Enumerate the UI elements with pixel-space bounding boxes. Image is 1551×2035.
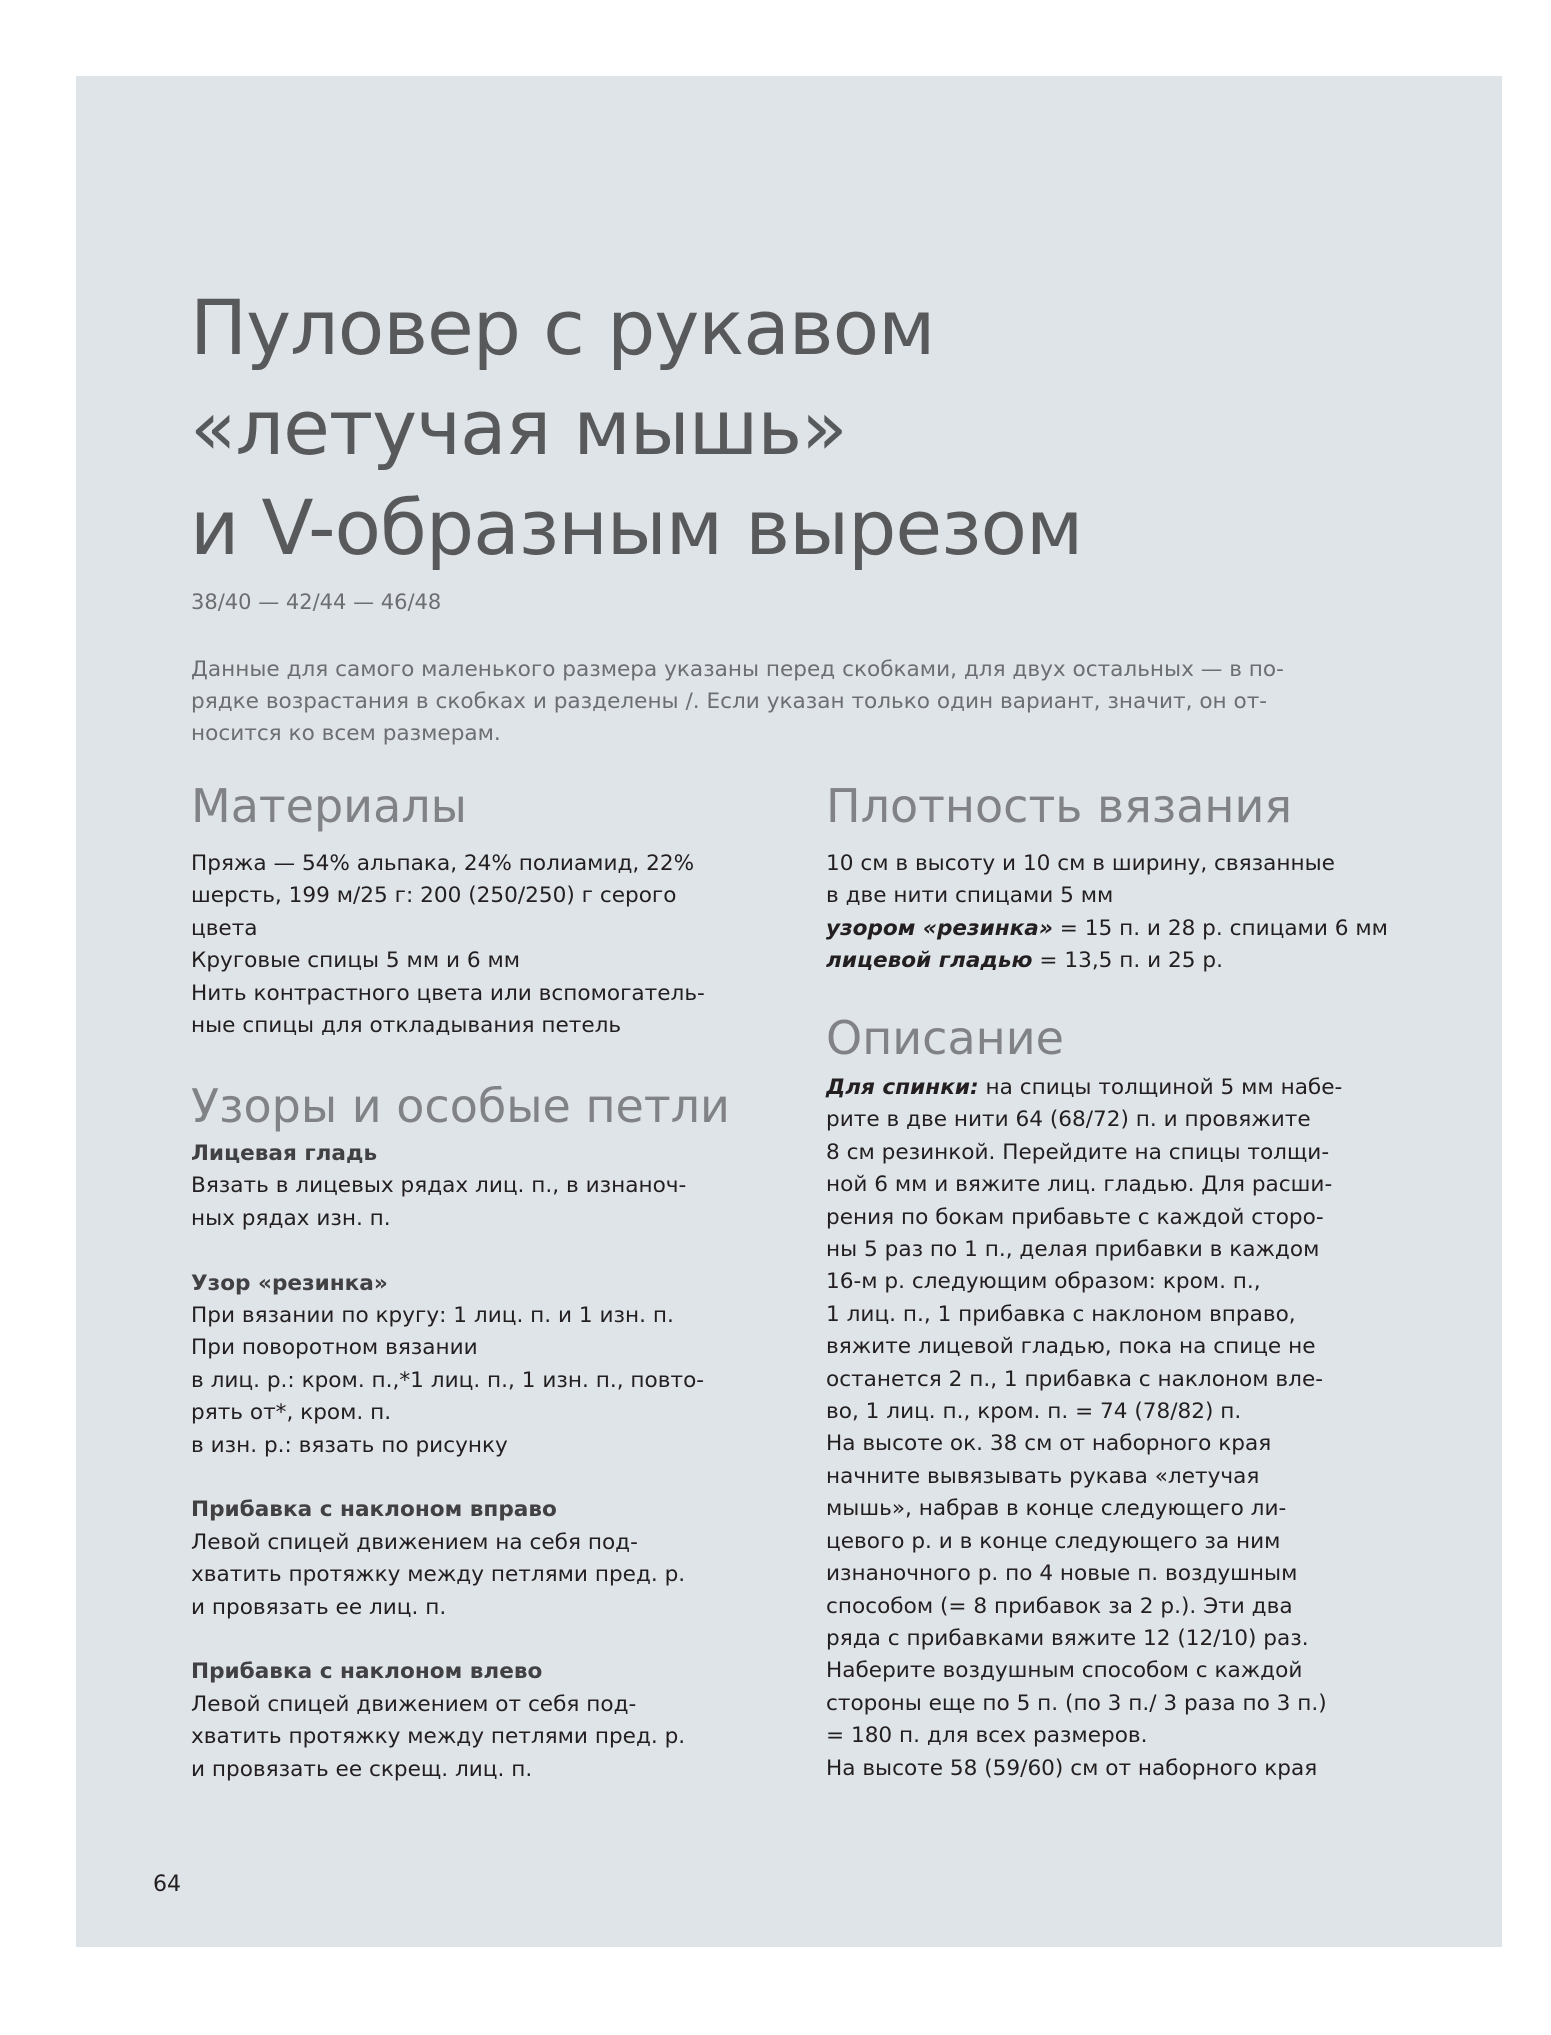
intro-line: носится ко всем размерам.: [191, 721, 501, 746]
rib-line: При поворотном вязании: [191, 1335, 478, 1361]
title-line: Пуловер с рукавом: [190, 283, 935, 372]
description-line: 1 лиц. п., 1 прибавка с наклоном вправо,: [826, 1301, 1296, 1327]
description-line: изнаночного р. по 4 новые п. воздушным: [826, 1561, 1298, 1587]
gauge-stst-label: лицевой гладью: [826, 948, 1033, 974]
description-first-line: [826, 1072, 1342, 1104]
materials-line: Пряжа — 54% альпака, 24% полиамид, 22%: [191, 851, 695, 876]
gauge-line: в две нити спицами 5 мм: [826, 883, 1114, 909]
description-line: начните вывязывать рукава «летучая: [826, 1463, 1260, 1489]
stockinette-line: ных рядах изн. п.: [191, 1205, 391, 1231]
inc-left-line: Левой спицей движением от себя под-: [191, 1691, 637, 1717]
back-label: Для спинки:: [826, 1075, 979, 1100]
description-line: способом (= 8 прибавок за 2 р.). Эти два: [826, 1593, 1293, 1619]
description-line: = 180 п. для всех размеров.: [826, 1723, 1148, 1749]
materials-line: Круговые спицы 5 мм и 6 мм: [191, 948, 521, 974]
intro-line: Данные для самого маленького размера указаны перед скобками, для двух остальных — в по-: [191, 657, 1284, 682]
inc-left-title: Прибавка с наклоном влево: [191, 1659, 543, 1685]
gauge-section: [826, 848, 1388, 978]
title-line: «летучая мышь»: [190, 383, 847, 472]
description-line: На высоте ок. 38 см от наборного края: [826, 1431, 1272, 1457]
description-line: цевого р. и в конце следующего за ним: [826, 1528, 1281, 1554]
intro-line: рядке возрастания в скобках и разделены /. Если указан только один вариант, значит, он от-: [191, 689, 1268, 714]
inc-left-line: и провязать ее скрещ. лиц. п.: [191, 1756, 533, 1782]
rib-line: рять от*, кром. п.: [191, 1400, 392, 1426]
materials-list: [191, 848, 705, 1042]
page-number: 64: [153, 1872, 181, 1897]
inc-right-line: и провязать ее лиц. п.: [191, 1594, 447, 1620]
description-line: останется 2 п., 1 прибавка с наклоном вле-: [826, 1366, 1324, 1392]
gauge-stst-line: [826, 945, 1388, 977]
description-line: во, 1 лиц. п., кром. п. = 74 (78/82) п.: [826, 1399, 1242, 1425]
stockinette-line: Вязать в лицевых рядах лиц. п., в изнаноч-: [191, 1173, 687, 1199]
inc-right-line: Левой спицей движением на себя под-: [191, 1529, 638, 1555]
description-line: стороны еще по 5 п. (по 3 п./ 3 раза по 3 п.): [826, 1690, 1327, 1716]
materials-line: цвета: [191, 915, 258, 941]
materials-heading: Материалы: [191, 779, 467, 833]
gauge-rib-label: узором «резинка»: [826, 915, 1053, 941]
page-title: [190, 278, 1390, 578]
inc-right-title: Прибавка с наклоном вправо: [191, 1497, 557, 1523]
description-line: На высоте 58 (59/60) см от наборного края: [826, 1755, 1318, 1781]
rib-line: в изн. р.: вязать по рисунку: [191, 1432, 508, 1458]
inc-left-line: хватить протяжку между петлями пред. р.: [191, 1724, 686, 1750]
description-line: Наберите воздушным способом с каждой: [826, 1658, 1303, 1684]
patterns-section: [191, 1138, 704, 1786]
title-line: и V-образным вырезом: [190, 483, 1083, 572]
stockinette-title: Лицевая гладь: [191, 1141, 378, 1166]
gauge-rib-line: [826, 913, 1388, 945]
description-line: мышь», набрав в конце следующего ли-: [826, 1496, 1287, 1522]
rib-line: При вязании по кругу: 1 лиц. п. и 1 изн. п.: [191, 1303, 674, 1329]
inc-right-line: хватить протяжку между петлями пред. р.: [191, 1562, 686, 1588]
gauge-rib-value: = 15 п. и 28 р. спицами 6 мм: [1052, 915, 1388, 941]
gauge-stst-value: = 13,5 п. и 25 р.: [1032, 948, 1223, 974]
gauge-heading: Плотность вязания: [826, 779, 1293, 833]
description-line: 16-м р. следующим образом: кром. п.,: [826, 1269, 1261, 1295]
description-line: ны 5 раз по 1 п., делая прибавки в каждом: [826, 1237, 1320, 1263]
materials-line: Нить контрастного цвета или вспомогатель-: [191, 980, 705, 1006]
description-line: 8 см резинкой. Перейдите на спицы толщи-: [826, 1139, 1330, 1165]
gauge-line: 10 см в высоту и 10 см в ширину, связанные: [826, 851, 1335, 876]
description-line: ной 6 мм и вяжите лиц. гладью. Для расши-: [826, 1172, 1333, 1198]
materials-line: шерсть, 199 м/25 г: 200 (250/250) г серого: [191, 883, 677, 909]
patterns-heading: Узоры и особые петли: [191, 1079, 730, 1133]
description-line: рите в две нити 64 (68/72) п. и провяжите: [826, 1107, 1311, 1133]
rib-line: в лиц. р.: кром. п.,*1 лиц. п., 1 изн. п., повто-: [191, 1367, 705, 1393]
materials-line: ные спицы для откладывания петель: [191, 1013, 622, 1039]
description-line: вяжите лицевой гладью, пока на спице не: [826, 1334, 1316, 1360]
intro-paragraph: [191, 654, 1411, 750]
description-section: [826, 1072, 1342, 1785]
description-first-rest: на спицы толщиной 5 мм набе-: [978, 1075, 1343, 1100]
description-heading: Описание: [826, 1011, 1064, 1065]
description-line: ряда с прибавками вяжите 12 (12/10) раз.: [826, 1625, 1309, 1651]
rib-title: Узор «резинка»: [191, 1270, 388, 1296]
description-line: рения по бокам прибавьте с каждой сторо-: [826, 1204, 1324, 1230]
sizes-line: 38/40 — 42/44 — 46/48: [191, 590, 442, 614]
